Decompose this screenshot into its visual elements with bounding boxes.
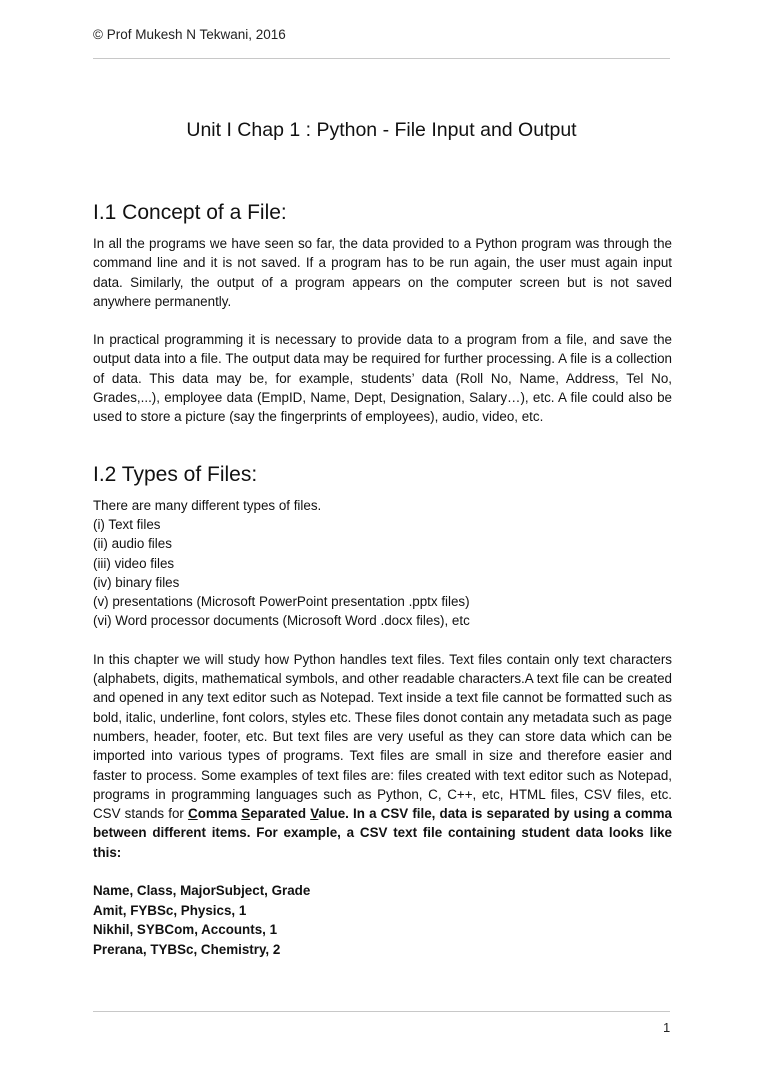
- list-item: (v) presentations (Microsoft PowerPoint presentation .pptx files): [93, 594, 470, 610]
- section-1-paragraph-1: In all the programs we have seen so far, the data provided to a Python program was through the command line and it is not saved. If a program has to be run again, the user must again input data. Similarly, the output of a program appears on the computer screen but is not saved anywhere permanently.: [93, 236, 672, 309]
- header-divider: [93, 58, 670, 59]
- document-body: [93, 200, 672, 959]
- list-item: (ii) audio files: [93, 536, 172, 552]
- list-item: (iv) binary files: [93, 574, 180, 590]
- csv-line: Nikhil, SYBCom, Accounts, 1: [93, 922, 278, 938]
- list-item: (iii) video files: [93, 555, 175, 571]
- list-item: (i) Text files: [93, 516, 161, 532]
- page-number: 1: [663, 1020, 671, 1035]
- copyright-header: © Prof Mukesh N Tekwani, 2016: [93, 27, 286, 42]
- text-files-description: In this chapter we will study how Python handles text files. Text files contain only text characters (alphabets, digits, mathematical symbols, and other readable characters.A text file can be created and opened in any text editor such as Notepad. Text inside a text file cannot be formatted such as bold, italic, underline, font colors, styles etc. These files donot contain any metadata such as page numbers, header, footer, etc. But text files are very useful as they can store data which can be imported into various types of programs. Text files are small in size and therefore easier and faster to process. Some examples of text files are: files created with text editor such as Notepad, programs in programming languages such as Python, C, C++, etc, HTML files, CSV files, etc. CSV stands for: [93, 651, 672, 822]
- section-2-heading: I.2 Types of Files:: [93, 462, 258, 486]
- csv-definition: Comma Separated Value. In a CSV file, data is separated by using a comma between different items. For example, a CSV text file containing student data looks like this:: [93, 806, 672, 860]
- csv-example: [93, 881, 672, 959]
- page-title: Unit I Chap 1 : Python - File Input and Output: [186, 119, 577, 141]
- file-types-intro: There are many different types of files.: [93, 497, 322, 513]
- list-item: (vi) Word processor documents (Microsoft Word .docx files), etc: [93, 613, 470, 629]
- csv-line: Amit, FYBSc, Physics, 1: [93, 902, 247, 918]
- csv-line: Name, Class, MajorSubject, Grade: [93, 883, 311, 899]
- file-types-list: [93, 515, 672, 631]
- footer-divider: [93, 1011, 670, 1012]
- section-1-paragraph-2: In practical programming it is necessary to provide data to a program from a file, and save the output data into a file. The output data may be required for further processing. A file is a collection of data. This data may be, for example, students’ data (Roll No, Name, Address, Tel No, Grades,...), employee data (EmpID, Name, Dept, Designation, Salary…), etc. A file could also be used to store a picture (say the fingerprints of employees), audio, video, etc.: [93, 332, 672, 425]
- section-1-heading: I.1 Concept of a File:: [93, 201, 287, 224]
- csv-line: Prerana, TYBSc, Chemistry, 2: [93, 941, 281, 957]
- section-2-paragraph: [93, 650, 672, 862]
